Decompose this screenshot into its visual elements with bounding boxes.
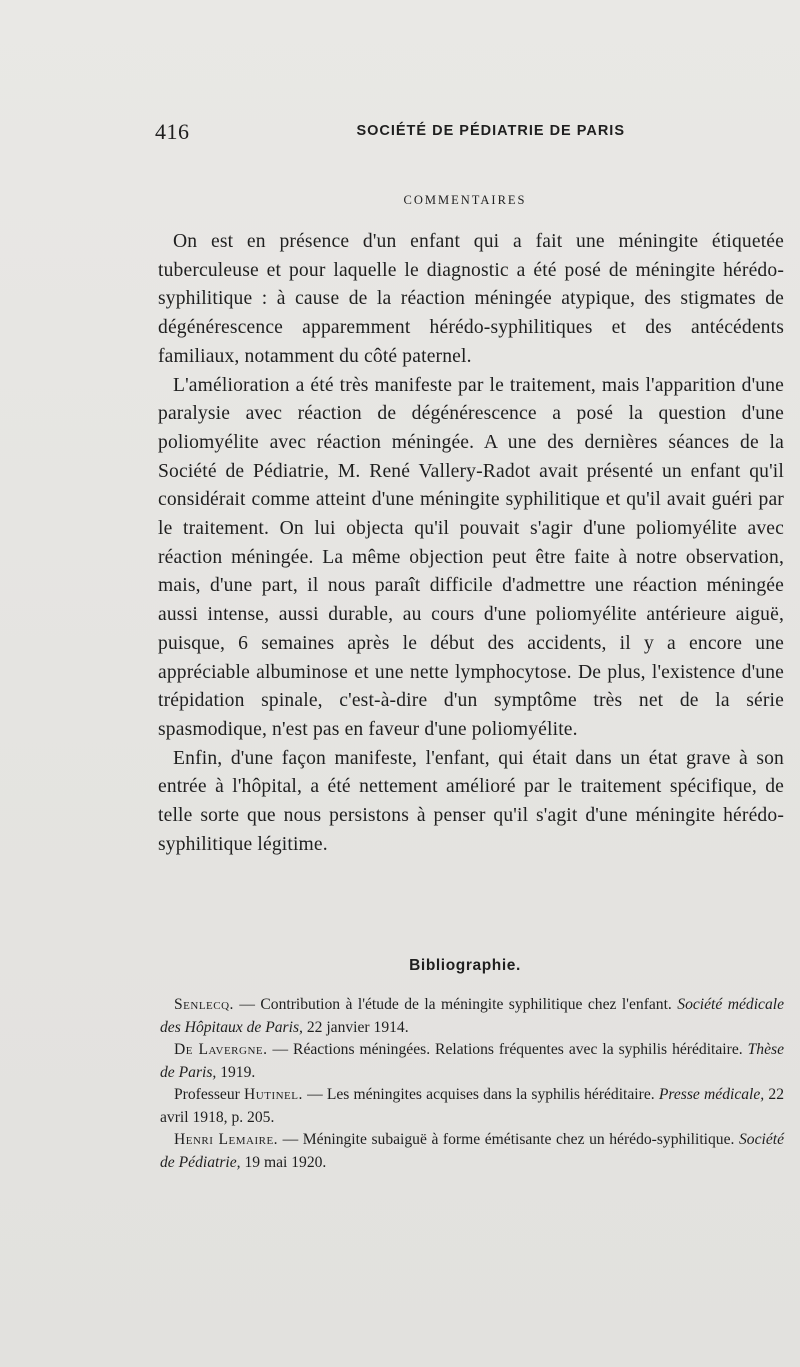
- entry-date: 22 avril 1918, p. 205.: [160, 1086, 784, 1126]
- entry-text: — Réactions méningées. Relations fréquentes avec la syphilis héréditaire.: [267, 1041, 748, 1058]
- entry-text: — Méningite subaiguë à forme émétisante chez un hérédo-syphilitique.: [278, 1131, 739, 1148]
- entry-date: 1919.: [216, 1063, 256, 1081]
- entry-author: De Lavergne.: [174, 1041, 268, 1058]
- bibliography-entry: [160, 994, 784, 1039]
- entry-author: Henri Lemaire.: [174, 1131, 279, 1148]
- paragraph: L'amélioration a été très manifeste par le traitement, mais l'apparition d'une paralysie avec réaction de dégénérescence a posé la question d'une poliomyélite avec réaction méningée. A une des dernières séances de la Société de Pédiatrie, M. René Vallery-Radot avait présenté un enfant qu'il considérait comme atteint d'une méningite syphilitique et qu'il avait guéri par le traitement. On lui objecta qu'il pouvait s'agir d'une poliomyélite avec réaction méningée. La même objection peut être faite à notre observation, mais, d'une part, il nous paraît difficile d'admettre une réaction méningée aussi intense, aussi durable, au cours d'une poliomyélite antérieure aiguë, puisque, 6 semaines après le début des accidents, il y a encore une appréciable albuminose et une nette lymphocytose. De plus, l'existence d'une trépidation spinale, c'est-à-dire d'un symptôme très net de la série spasmodique, n'est pas en faveur d'une poliomyélite.: [158, 374, 784, 740]
- entry-source: Thèse de Paris,: [160, 1041, 784, 1081]
- commentary-body: [158, 228, 784, 859]
- page-header: [155, 119, 625, 145]
- entry-source: Société médicale des Hôpitaux de Paris,: [160, 996, 784, 1036]
- bibliography-entry: [160, 1129, 784, 1174]
- paragraph: On est en présence d'un enfant qui a fait une méningite étiquetée tuberculeuse et pour laquelle le diagnostic a été posé de méningite hérédo-syphilitique : à cause de la réaction méningée atypique, des stigmates de dégénérescence apparemment hérédo-syphilitiques et des antécédents familiaux, notamment du côté paternel.: [158, 231, 784, 367]
- bibliography-list: [160, 994, 784, 1174]
- page-number: 416: [155, 119, 190, 144]
- entry-date: 22 janvier 1914.: [302, 1018, 409, 1036]
- entry-source: Société de Pédiatrie,: [160, 1131, 784, 1171]
- bibliography-title: Bibliographie.: [409, 957, 521, 974]
- entry-author: Hutinel.: [244, 1086, 303, 1103]
- entry-author: Senlecq.: [174, 996, 234, 1013]
- entry-text: — Contribution à l'étude de la méningite syphilitique chez l'enfant.: [233, 996, 678, 1013]
- running-title: SOCIÉTÉ DE PÉDIATRIE DE PARIS: [356, 123, 625, 139]
- bibliography-entry: [160, 1039, 784, 1084]
- entry-date: 19 mai 1920.: [240, 1153, 327, 1171]
- paragraph: Enfin, d'une façon manifeste, l'enfant, qui était dans un état grave à son entrée à l'hôpital, a été nettement amélioré par le traitement spécifique, de telle sorte que nous persistons à penser qu'il s'agit d'une méningite hérédo-syphilitique légitime.: [158, 747, 784, 855]
- section-title: COMMENTAIRES: [403, 193, 527, 207]
- entry-prefix: Professeur: [174, 1086, 245, 1103]
- entry-source: Presse médicale,: [658, 1086, 765, 1103]
- bibliography-entry: [160, 1084, 784, 1129]
- entry-text: — Les méningites acquises dans la syphilis héréditaire.: [302, 1086, 659, 1103]
